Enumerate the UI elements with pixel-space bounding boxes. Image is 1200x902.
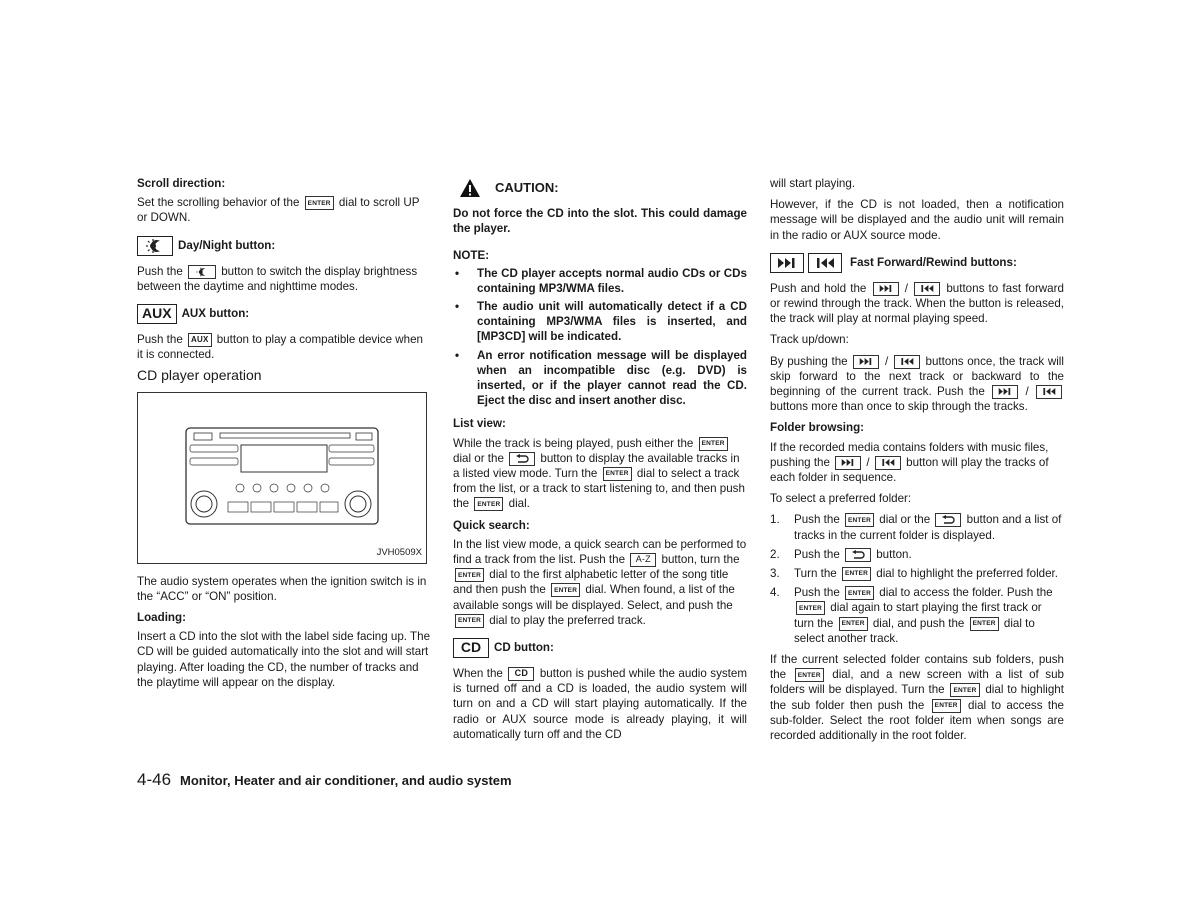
back-icon (935, 513, 961, 527)
list-item: 2. Push the button. (770, 547, 912, 561)
list-view-heading: List view: (453, 417, 506, 431)
fast-forward-text: Push and hold the / buttons to fast forward or rewind through the track. When the button is released, the track will play at normal playing speed. (770, 281, 1064, 326)
day-night-key-icon (188, 265, 216, 279)
cd-text: When the CD button is pushed while the audio system is turned off and a CD is loaded, the audio system will turn on and a CD will start playing automatically. If the radio or AUX source mode is already playing, it will automatically turn off and the CD (453, 667, 747, 741)
track-updown-label: Track up/down: (770, 333, 849, 347)
sub-folder-text: If the current selected folder contains sub folders, push the ENTER dial, and a new screen with a list of sub folders will be displayed. Turn the ENTER dial to highlight the sub folder then push the ENTER dial to access the sub-folder. Select the root folder item when songs are recorded additionally in the root folder. (770, 653, 1064, 743)
back-icon (509, 452, 535, 466)
day-night-heading: Day/Night button: (137, 236, 431, 256)
fast-forward-icon (835, 456, 861, 470)
column-2 (453, 176, 747, 748)
fast-forward-icon (873, 282, 899, 296)
rewind-icon (1036, 385, 1062, 399)
caution-heading: CAUTION: (459, 178, 747, 198)
scroll-direction-heading: Scroll direction: (137, 177, 226, 190)
enter-key: ENTER (932, 699, 961, 713)
enter-key: ENTER (699, 437, 728, 451)
enter-key: ENTER (845, 513, 874, 527)
warning-icon (459, 178, 481, 198)
fast-forward-icon (770, 253, 804, 273)
aux-big-key: AUX (137, 304, 177, 324)
aux-heading: AUX AUX button: (137, 304, 431, 324)
folder-browsing-heading: Folder browsing: (770, 421, 865, 435)
loading-text: Insert a CD into the slot with the label side facing up. The CD will be guided automatically into the slot and will start playing. After loading the CD, the number of tracks and the playtime will appear on the display. (137, 630, 431, 689)
list-item: 1. Push the ENTER dial or the button and a list of tracks in the current folder is displayed. (770, 513, 1062, 542)
select-folder-text: To select a preferred folder: (770, 492, 912, 506)
cd-key: CD (508, 667, 534, 681)
folder-browsing-text: If the recorded media contains folders with music files, pushing the / button will play the tracks of each folder in sequence. (770, 440, 1049, 485)
cd-heading: CD CD button: (453, 638, 747, 658)
continued-text: will start playing. (770, 177, 856, 190)
rewind-icon (914, 282, 940, 296)
scroll-direction-text: Set the scrolling behavior of the ENTER dial to scroll UP or DOWN. (137, 196, 420, 225)
enter-key: ENTER (474, 497, 503, 511)
enter-key: ENTER (603, 467, 632, 481)
column-1 (137, 176, 431, 696)
folder-steps (770, 512, 1064, 646)
enter-key: ENTER (839, 617, 868, 631)
enter-key: ENTER (455, 614, 484, 628)
page-number: 4-46 (137, 770, 172, 789)
ignition-text: The audio system operates when the ignition switch is in the “ACC” or “ON” position. (137, 574, 427, 603)
aux-key: AUX (188, 333, 212, 347)
caution-text: Do not force the CD into the slot. This could damage the player. (453, 207, 747, 236)
not-loaded-text: However, if the CD is not loaded, then a notification message will be displayed and the audio unit will remain in the radio or AUX source mode. (770, 198, 1064, 242)
quick-search-text: In the list view mode, a quick search can be performed to find a track from the list. Push the A-Z button, turn the ENTER dial to the first alphabetic letter of the song title and then push the ENTER dial. When found, a list of the available songs will be displayed. Select, and push the ENTER dial to play the preferred track. (453, 537, 747, 627)
figure-caption: JVH0509X (376, 547, 422, 559)
day-night-icon (137, 236, 173, 256)
list-item: • The audio unit will automatically detect if a CD containing MP3/WMA files is inserted, and [MP3CD] will be indicated. (453, 299, 747, 345)
fast-forward-rewind-heading: Fast Forward/Rewind buttons: (770, 253, 1064, 273)
enter-key: ENTER (845, 586, 874, 600)
chapter-title: Monitor, Heater and air conditioner, and audio system (180, 773, 512, 788)
enter-key: ENTER (305, 196, 334, 210)
cd-player-section-title: CD player operation (137, 367, 262, 384)
day-night-text: Push the button to switch the display brightness between the daytime and nighttime modes. (137, 264, 418, 293)
enter-key: ENTER (970, 617, 999, 631)
cd-big-key: CD (453, 638, 489, 658)
enter-key: ENTER (842, 567, 871, 581)
list-item: • An error notification message will be displayed when an incompatible disc (e.g. DVD) is inserted, or if the player cannot read the CD. Eject the disc and insert another disc. (453, 348, 747, 409)
fast-forward-icon (853, 355, 879, 369)
track-updown-text: By pushing the / buttons once, the track will skip forward to the next track or backward to the beginning of the current track. Push the / buttons more than once to skip through the tracks. (770, 354, 1064, 414)
note-heading: NOTE: (453, 249, 490, 263)
column-3 (770, 176, 1064, 749)
page-footer (137, 770, 512, 790)
enter-key: ENTER (950, 683, 979, 697)
enter-key: ENTER (455, 568, 484, 582)
rewind-icon (808, 253, 842, 273)
list-item: 3. Turn the ENTER dial to highlight the preferred folder. (770, 567, 1059, 581)
quick-search-heading: Quick search: (453, 518, 530, 532)
loading-heading: Loading: (137, 611, 186, 625)
aux-text: Push the AUX button to play a compatible device when it is connected. (137, 333, 423, 362)
list-view-text: While the track is being played, push either the ENTER dial or the button to display the available tracks in a listed view mode. Turn the ENTER dial to select a track from the list, or a track to start listening to, and then push the ENTER dial. (453, 436, 745, 511)
back-icon (845, 548, 871, 562)
fast-forward-icon (992, 385, 1018, 399)
az-key: A-Z (630, 553, 656, 567)
audio-unit-figure (137, 392, 427, 564)
list-item: 4. Push the ENTER dial to access the folder. Push the ENTER dial again to start playing the first track or turn the ENTER dial, and push the ENTER dial to select another track. (770, 586, 1053, 645)
audio-unit-illustration (138, 393, 428, 565)
list-item: • The CD player accepts normal audio CDs or CDs containing MP3/WMA files. (453, 266, 747, 296)
note-list (453, 266, 747, 409)
enter-key: ENTER (795, 668, 824, 682)
enter-key: ENTER (796, 601, 825, 615)
rewind-icon (875, 456, 901, 470)
enter-key: ENTER (551, 583, 580, 597)
rewind-icon (894, 355, 920, 369)
